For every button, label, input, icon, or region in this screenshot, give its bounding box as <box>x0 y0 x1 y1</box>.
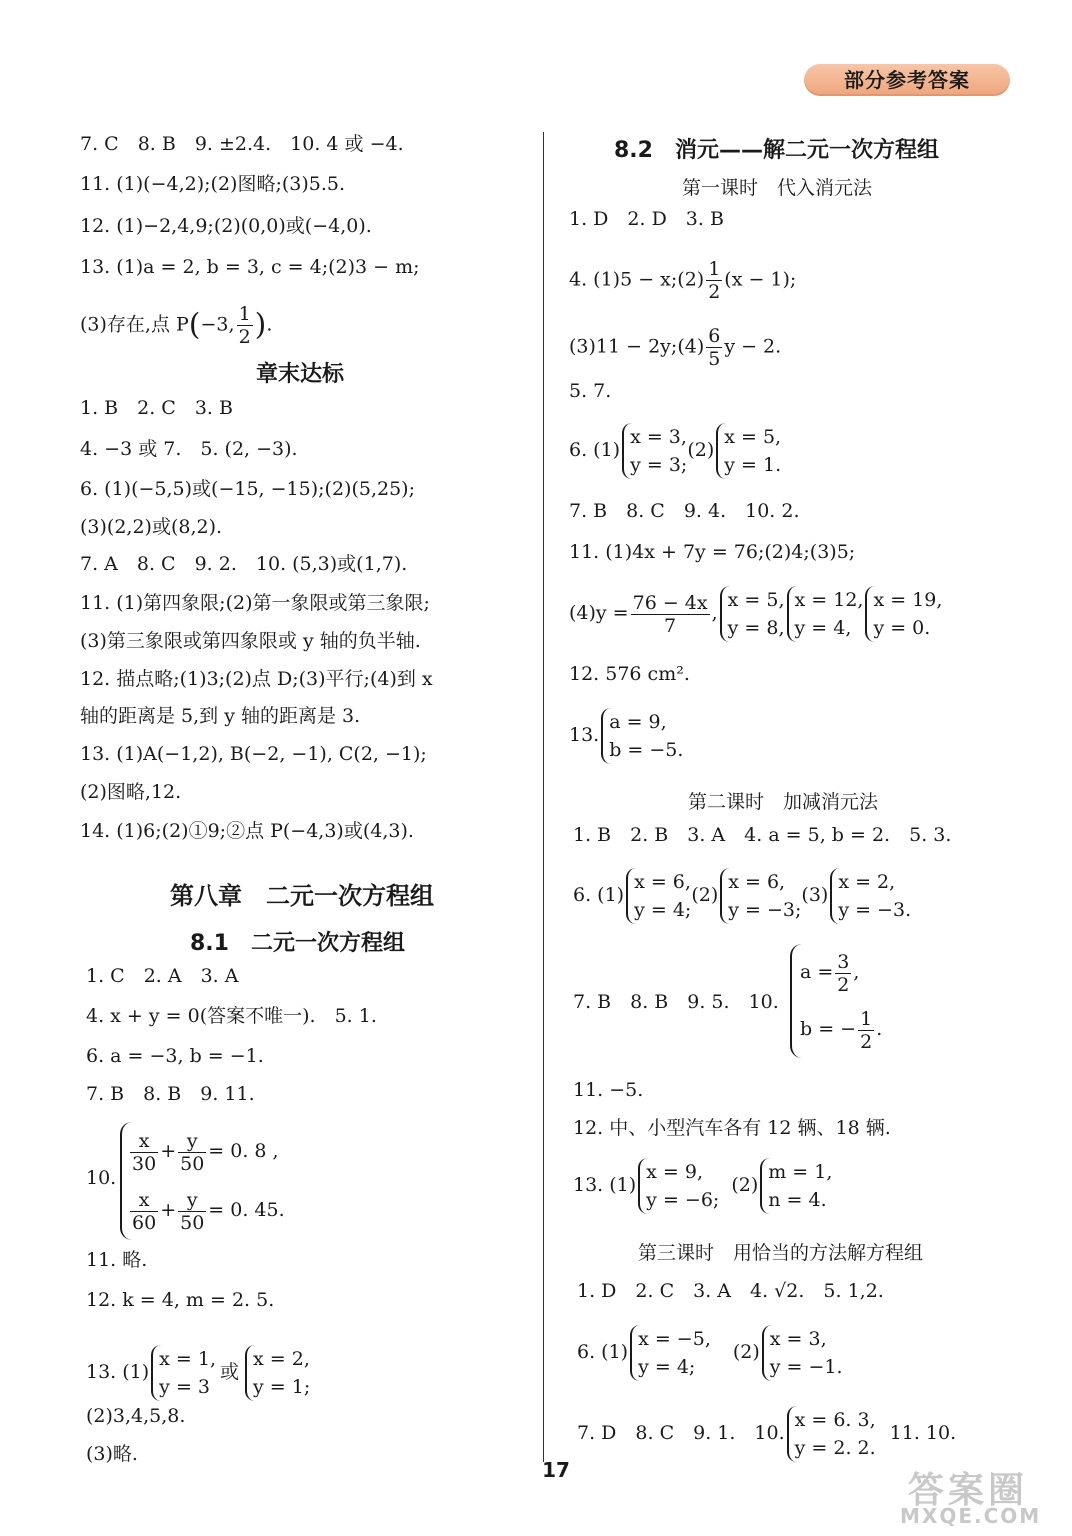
answer-line: 11. 略. <box>86 1249 148 1271</box>
answer-line: 13. (1)a = 2, b = 3, c = 4;(2)3 − m; <box>80 256 420 278</box>
answer-line: 1. D 2. D 3. B <box>569 208 724 230</box>
line-text: (3)存在,点 P <box>80 313 189 336</box>
equation-system: x = 19, y = 0. <box>865 586 942 642</box>
answer-line: 6. (1)(−5,5)或(−15, −15);(2)(5,25); <box>80 478 415 500</box>
answer-line: 6. a = −3, b = −1. <box>86 1045 264 1067</box>
answer-line: (3)11 − 2y;(4) $\frac{6}{5}$ y − 2. <box>569 325 782 370</box>
answer-line: 11. (1)第四象限;(2)第一象限或第三象限; <box>80 592 430 614</box>
answer-line: (4)y = $\frac{76 - 4x}{7}$ , x = 5, y = 8, x = 12, y = 4, x = 19, y = 0. <box>569 586 942 642</box>
line-text: −3, <box>200 313 235 336</box>
fraction: $\frac{6}{5}$ <box>708 325 721 370</box>
equation-system: x = 1, y = 3 <box>151 1345 216 1401</box>
answer-line: (3)存在,点 P(−3, $\frac{1}{2}$ ). <box>80 303 273 348</box>
answer-line: 轴的距离是 5,到 y 轴的距离是 3. <box>80 705 361 727</box>
equation-system: x = 3, y = −1. <box>762 1325 843 1381</box>
section-heading: 章末达标 <box>256 362 345 387</box>
equation-system: x = 2, y = 1; <box>245 1345 310 1401</box>
answer-line: 11. (1)(−4,2);(2)图略;(3)5.5. <box>80 173 346 195</box>
answer-line: 14. (1)6;(2)①9;②点 P(−4,3)或(4,3). <box>80 820 414 842</box>
answer-line-label: 7. B 8. B 9. 5. 10. <box>573 991 779 1013</box>
answer-line-label: 10. <box>86 1167 117 1189</box>
section-badge: 部分参考答案 <box>804 64 1010 96</box>
equation-system: m = 1, n = 4. <box>760 1158 832 1214</box>
answer-line: 13. (1) x = 1, y = 3 或 x = 2, y = 1; <box>86 1345 310 1401</box>
answer-line: 7. D 8. C 9. 1. 10. x = 6. 3, y = 2. 2. 11. 10. <box>577 1406 956 1462</box>
fraction: $\frac{1}{2}$ <box>708 258 721 303</box>
fraction: $\frac{76 - 4x}{7}$ <box>632 591 708 637</box>
answer-line: 7. B 8. B 9. 11. <box>86 1083 255 1105</box>
answer-line: (2)3,4,5,8. <box>86 1405 186 1427</box>
column-divider <box>543 132 544 1462</box>
fraction: $\frac{1}{2}$ <box>238 303 251 348</box>
answer-line: 6. (1) x = 6, y = 4; (2) x = 6, y = −3; (3) x = 2, y = −3. <box>573 868 911 924</box>
fraction: $\frac{y}{50}$ <box>180 1188 205 1234</box>
equation-system: a = 9, b = −5. <box>601 708 683 764</box>
equation-system: x = −5, y = 4; <box>630 1325 711 1381</box>
answer-line: 4. (1)5 − x;(2) $\frac{1}{2}$ (x − 1); <box>569 258 797 303</box>
lesson-heading: 第二课时 加减消元法 <box>688 791 879 813</box>
chapter-heading: 第八章 二元一次方程组 <box>170 882 434 910</box>
equation-system: x = 6. 3, y = 2. 2. <box>787 1406 876 1462</box>
answer-line: 6. (1) x = 3, y = 3; (2) x = 5, y = 1. <box>569 423 781 479</box>
answer-line: 7. B 8. C 9. 4. 10. 2. <box>569 500 800 522</box>
answer-line: 5. 7. <box>569 380 612 402</box>
answer-line: 7. A 8. C 9. 2. 10. (5,3)或(1,7). <box>80 553 408 575</box>
answer-line: 1. C 2. A 3. A <box>86 965 239 987</box>
answer-line: 7. C 8. B 9. ±2.4. 10. 4 或 −4. <box>80 133 404 155</box>
answer-line: 13. (1) x = 9, y = −6; (2) m = 1, n = 4. <box>573 1158 832 1214</box>
answer-line: 12. 描点略;(1)3;(2)点 D;(3)平行;(4)到 x <box>80 668 433 690</box>
fraction: $\frac{3}{2}$ <box>837 950 850 996</box>
answer-line: 13. (1)A(−1,2), B(−2, −1), C(2, −1); <box>80 743 427 765</box>
equation-system: x = 12, y = 4, <box>787 586 864 642</box>
section-heading: 8.2 消元——解二元一次方程组 <box>614 138 939 163</box>
equation-system: x = 2, y = −3. <box>830 868 911 924</box>
lesson-heading: 第一课时 代入消元法 <box>682 177 873 199</box>
page-number: 17 <box>542 1458 570 1482</box>
equation-system: x = 5, y = 1. <box>716 423 781 479</box>
answer-line: 1. B 2. C 3. B <box>80 397 233 419</box>
answer-line: 12. k = 4, m = 2. 5. <box>86 1289 275 1311</box>
fraction: $\frac{y}{50}$ <box>180 1129 205 1175</box>
answer-line: 1. D 2. C 3. A 4. √2. 5. 1,2. <box>577 1280 884 1302</box>
equation-system: x = 6, y = −3; <box>720 868 801 924</box>
equation-system: a = $\frac{3}{2}$ , b = − $\frac{1}{2}$ . <box>790 944 882 1058</box>
answer-line: 1. B 2. B 3. A 4. a = 5, b = 2. 5. 3. <box>573 824 952 846</box>
section-heading: 8.1 二元一次方程组 <box>190 931 405 956</box>
answer-line: 13. a = 9, b = −5. <box>569 708 683 764</box>
equation-system: x = 6, y = 4; <box>626 868 691 924</box>
answer-line: 4. x + y = 0(答案不唯一). 5. 1. <box>86 1005 377 1027</box>
fraction: $\frac{x}{60}$ <box>132 1188 157 1234</box>
answer-line: 11. (1)4x + 7y = 76;(2)4;(3)5; <box>569 541 856 563</box>
answer-line: (3)(2,2)或(8,2). <box>80 516 223 538</box>
answer-line: 11. −5. <box>573 1079 644 1101</box>
fraction: $\frac{1}{2}$ <box>860 1007 873 1053</box>
answer-line: 12. 576 cm². <box>569 663 690 685</box>
equation-system: x = 3, y = 3; <box>622 423 687 479</box>
equation-system: x = 5, y = 8, <box>720 586 785 642</box>
answer-line: 12. (1)−2,4,9;(2)(0,0)或(−4,0). <box>80 215 372 237</box>
answer-line: (2)图略,12. <box>80 781 182 803</box>
answer-line: 4. −3 或 7. 5. (2, −3). <box>80 438 298 460</box>
answer-line: 6. (1) x = −5, y = 4; (2) x = 3, y = −1. <box>577 1325 843 1381</box>
equation-system: x = 9, y = −6; <box>638 1158 719 1214</box>
equation-system: $\frac{x}{30}$ + $\frac{y}{50}$ = 0. 8 , $\frac{x}{60}$ + $\frac{y}{50}$ = 0. 45. <box>120 1122 285 1240</box>
watermark-logo: 答案圈 MXQE.COM <box>900 1470 1042 1528</box>
answer-line: (3)略. <box>86 1443 138 1465</box>
answer-line: 12. 中、小型汽车各有 12 辆、18 辆. <box>573 1117 891 1139</box>
lesson-heading: 第三课时 用恰当的方法解方程组 <box>638 1242 924 1264</box>
answer-line: (3)第三象限或第四象限或 y 轴的负半轴. <box>80 630 421 652</box>
fraction: $\frac{x}{30}$ <box>132 1129 157 1175</box>
